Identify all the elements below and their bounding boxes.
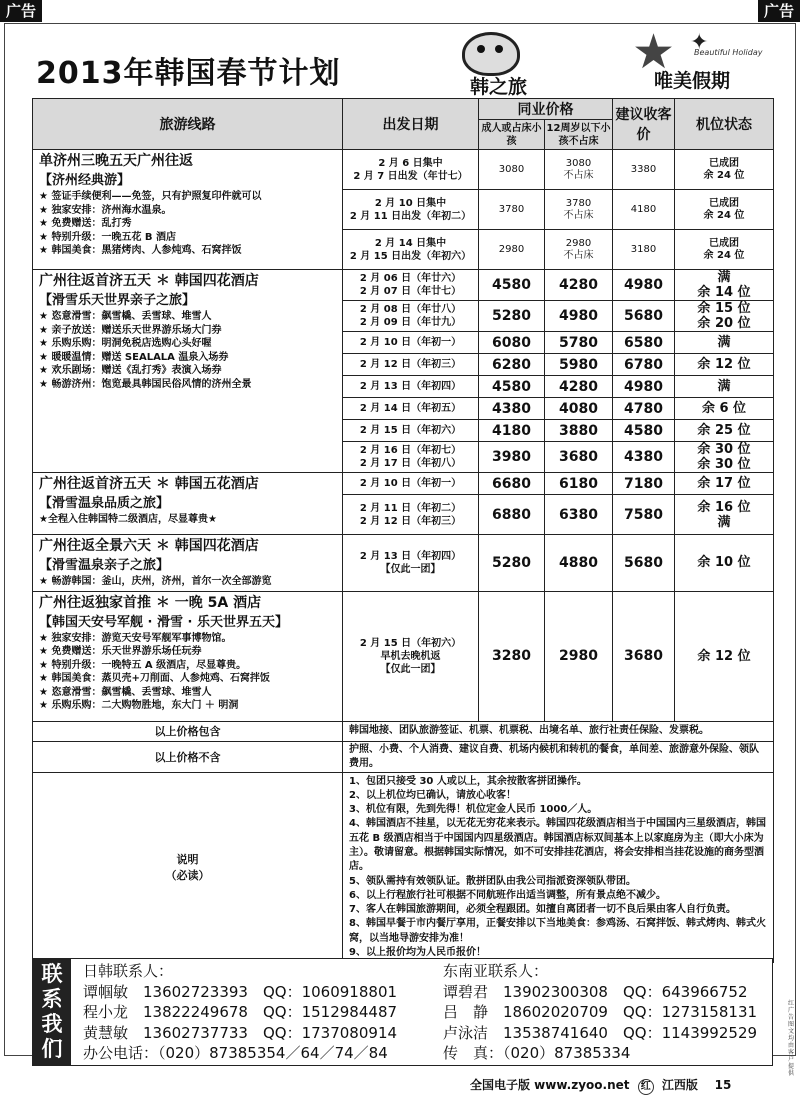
price-table: [32, 98, 774, 963]
suggest-price: 3180: [613, 230, 675, 270]
seat-status: [675, 420, 774, 442]
route-feature: ★ 亲子放送：赠送乐天世界游乐场大门券: [39, 324, 222, 336]
route-feature: ★ 独家安排：游览天安号军舰军事博物馆。: [39, 632, 232, 644]
cell-line: 满: [717, 335, 731, 350]
route-subtitle: 【滑雪温泉亲子之旅】: [39, 558, 170, 573]
route-cell: [33, 150, 343, 270]
cell-line: 余 24 位: [703, 209, 745, 221]
cell-line: 2 月 16 日（年初七）: [359, 445, 462, 456]
brand1-label: 韩之旅: [470, 76, 528, 98]
seat-status: [675, 535, 774, 592]
cell-line: 2 月 10 日集中: [374, 197, 447, 209]
header-suggest: 建议收客价: [613, 99, 675, 150]
child-price: 5980: [545, 354, 613, 376]
cell-line: 2 月 13 日（年初四）: [359, 550, 462, 562]
cell-line: 【仅此一团】: [380, 563, 441, 575]
route-feature: ★全程入住韩国特二级酒店，尽显尊贵★: [39, 514, 217, 525]
child-price: 2980: [545, 591, 613, 721]
header-seat: 机位状态: [675, 99, 774, 150]
suggest-price: 7180: [613, 473, 675, 495]
note-item: 4、韩国酒店不挂星，以无花无穷花来表示。韩国四花级酒店相当于中国国内三星级酒店，韩国五花 B 级酒店相当于中国国内四星级酒店。韩国酒店标双间基本上以家庭房为主（即大小床为主）。敬请留意。根据韩国实际情况，如不可安排挂花酒店，将会安排相当挂花设施的商务型酒店。: [349, 818, 766, 873]
cell-line: 余 12 位: [697, 357, 751, 372]
contact-line: 办公电话：（020）87385354／64／74／84: [83, 1044, 388, 1063]
child-price: [545, 230, 613, 270]
adult-price: 4180: [479, 420, 545, 442]
seat-status: [675, 150, 774, 190]
cell-line: 余 16 位: [697, 499, 751, 515]
route-title: 广州往返首济五天 ＊ 韩国五花酒店: [39, 476, 259, 492]
route-feature: ★ 韩国美食：黑猪烤肉、人参炖鸡、石窝拌饭: [39, 245, 242, 256]
date-cell: [343, 376, 479, 398]
notes-label-1: 说明: [176, 853, 199, 867]
date-cell: [343, 150, 479, 190]
excluded-label: 以上价格不含: [33, 741, 343, 772]
seat-status: [675, 376, 774, 398]
route-cell: [33, 270, 343, 473]
ad-label-right: 广告: [758, 0, 800, 22]
table-row: [33, 535, 774, 592]
cell-line: 2 月 09 日（年廿九）: [359, 317, 462, 328]
note-item: 9、以上报价均为人民币报价！: [349, 947, 486, 959]
cartoon-mascot-icon: [462, 32, 520, 76]
cell-line: 2 月 14 日集中: [374, 237, 447, 249]
table-row: [33, 150, 774, 190]
cell-line: 余 15 位: [697, 301, 751, 316]
footer-page-number: 15: [714, 1078, 732, 1092]
date-cell: [343, 591, 479, 721]
route-feature: ★ 独家安排：济州海水温泉。: [39, 204, 172, 216]
included-row: [33, 721, 774, 741]
child-price: 4080: [545, 398, 613, 420]
cell-line: 余 24 位: [703, 169, 745, 181]
route-feature: ★ 特别升级：一晚特五 A 级酒店，尽显尊贵。: [39, 659, 247, 671]
note-item: 1、包团只接受 30 人或以上，其余按散客拼团操作。: [349, 775, 587, 787]
notes-text: [343, 772, 774, 963]
side-note: 红广告图文均由客户提供: [788, 1000, 795, 1077]
note-item: 6、以上行程旅行社可根据不同航班作出适当调整，所有景点绝不减少。: [349, 889, 666, 901]
cell-line: 2 月 13 日（年初四）: [359, 381, 462, 392]
cell-line: 2 月 11 日（年初二）: [359, 502, 462, 514]
child-price: 6180: [545, 473, 613, 495]
cell-line: 早机去晚机返: [380, 650, 441, 662]
page-footer: [470, 1076, 731, 1095]
seat-status: [675, 332, 774, 354]
date-cell: [343, 420, 479, 442]
cell-line: 2 月 15 日出发（年初六）: [349, 250, 472, 262]
route-feature: ★ 韩国美食：蒸贝壳+刀削面、人参炖鸡、石窝拌饭: [39, 673, 270, 684]
route-feature: ★ 签证手续便利——免签，只有护照复印件就可以: [39, 191, 262, 202]
child-price: [545, 150, 613, 190]
date-cell: [343, 190, 479, 230]
notes-label-2: （必读）: [165, 869, 210, 883]
cell-line: 2980: [565, 237, 592, 249]
route-feature: ★ 畅游韩国：釜山，庆州，济州，首尔一次全部游览: [39, 576, 272, 587]
cell-line: 2 月 15 日（年初六）: [359, 637, 462, 649]
cell-line: 2 月 10 日（年初一）: [359, 337, 462, 348]
date-cell: [343, 473, 479, 495]
cell-line: 满: [717, 514, 731, 530]
route-cell: [33, 591, 343, 721]
date-cell: [343, 442, 479, 473]
child-price: 3880: [545, 420, 613, 442]
contact-line: 谭碧君 13902300308 QQ：643966752: [443, 982, 748, 1001]
cell-line: 2 月 06 日（年廿六）: [359, 273, 462, 284]
route-subtitle: 【滑雪温泉品质之旅】: [39, 496, 170, 511]
brand2-label: 唯美假期: [654, 70, 731, 92]
table-row: [33, 591, 774, 721]
note-item: 3、机位有限，先到先得！机位定金人民币 1000／人。: [349, 804, 598, 816]
header-adult: 成人或占床小孩: [479, 120, 545, 150]
excluded-text: 护照、小费、个人消费、建议自费、机场内候机和转机的餐食，单间差、旅游意外保险、领队费用。: [343, 741, 774, 772]
footer-site: 全国电子版 www.zyoo.net: [470, 1078, 630, 1092]
child-price: 4980: [545, 301, 613, 332]
seat-status: [675, 473, 774, 495]
cell-line: 不占床: [563, 249, 594, 261]
cell-line: 余 30 位: [697, 457, 751, 472]
cell-line: 2 月 10 日（年初一）: [359, 478, 462, 489]
seat-status: [675, 230, 774, 270]
note-item: 5、领队需持有效领队证。散拼团队由我公司指派资深领队带团。: [349, 875, 636, 887]
route-title: 广州往返首济五天 ＊ 韩国四花酒店: [39, 273, 259, 289]
adult-price: 2980: [479, 230, 545, 270]
seat-status: [675, 301, 774, 332]
cell-line: 3080: [565, 157, 592, 169]
cell-line: 2 月 07 日（年廿七）: [359, 286, 462, 297]
route-title: 广州往返全景六天 ＊ 韩国四花酒店: [39, 538, 259, 554]
date-cell: [343, 301, 479, 332]
cell-line: 已成团: [709, 197, 739, 209]
suggest-price: 5680: [613, 301, 675, 332]
suggest-price: 3380: [613, 150, 675, 190]
star-icon: ★: [632, 24, 676, 80]
cell-line: 【仅此一团】: [380, 663, 441, 675]
suggest-price: 6580: [613, 332, 675, 354]
cell-line: 2 月 7 日出发（年廿七）: [353, 170, 468, 182]
seat-status: [675, 190, 774, 230]
adult-price: 3080: [479, 150, 545, 190]
route-feature: ★ 欢乐剧场：赠送《乱打秀》表演入场券: [39, 365, 222, 376]
cell-line: 余 12 位: [697, 648, 751, 664]
cell-line: 2 月 17 日（年初八）: [359, 458, 462, 469]
adult-price: 6280: [479, 354, 545, 376]
contact-box: [32, 958, 773, 1066]
cell-line: 满: [717, 270, 731, 285]
cell-line: 2 月 08 日（年廿八）: [359, 304, 462, 315]
route-feature: ★ 乐购乐购：二大购物胜地，东大门 ＋ 明洞: [39, 700, 239, 711]
suggest-price: 4580: [613, 420, 675, 442]
cell-line: 已成团: [709, 157, 739, 169]
adult-price: 6080: [479, 332, 545, 354]
adult-price: 4380: [479, 398, 545, 420]
contact-line: 卢泳洁 13538741640 QQ：1143992529: [443, 1023, 758, 1042]
footer-edition: 江西版: [661, 1078, 698, 1092]
small-star-icon: ✦: [690, 30, 709, 55]
header-date: 出发日期: [343, 99, 479, 150]
route-feature: ★ 畅游济州：饱览最具韩国民俗风情的济州全景: [39, 378, 252, 390]
cell-line: 余 6 位: [701, 401, 747, 416]
brand2-script: Beautiful Holiday: [694, 48, 763, 57]
cell-line: 余 17 位: [697, 476, 751, 491]
route-feature: ★ 免费赠送：乐天世界游乐场任玩券: [39, 646, 202, 657]
included-label: 以上价格包含: [33, 721, 343, 741]
included-text: 韩国地接、团队旅游签证、机票、机票税、出境名单、旅行社责任保险、发票税。: [343, 721, 774, 741]
cell-line: 2 月 14 日（年初五）: [359, 403, 462, 414]
adult-price: 3280: [479, 591, 545, 721]
contact-line: 黄慧敏 13602737733 QQ：1737080914: [83, 1023, 398, 1042]
seat-status: [675, 591, 774, 721]
cell-line: 余 25 位: [697, 423, 751, 438]
brand-logo-weimei: [630, 24, 780, 92]
date-cell: [343, 398, 479, 420]
notes-label: [33, 772, 343, 963]
excluded-row: [33, 741, 774, 772]
cell-line: 2 月 15 日（年初六）: [359, 425, 462, 436]
date-cell: [343, 270, 479, 301]
cell-line: 2 月 12 日（年初三）: [359, 515, 462, 527]
route-feature: ★ 恣意滑雪：飙雪橇、丢雪球、堆雪人: [39, 311, 212, 322]
cell-line: 余 24 位: [703, 249, 745, 261]
table-row: [33, 270, 774, 301]
child-price: [545, 190, 613, 230]
header-route: 旅游线路: [33, 99, 343, 150]
suggest-price: 4380: [613, 442, 675, 473]
route-subtitle: 【滑雪乐天世界亲子之旅】: [39, 293, 196, 308]
notes-row: [33, 772, 774, 963]
seat-status: [675, 354, 774, 376]
suggest-price: 7580: [613, 495, 675, 535]
seat-status: [675, 442, 774, 473]
child-price: 6380: [545, 495, 613, 535]
adult-price: 3980: [479, 442, 545, 473]
cell-line: 余 10 位: [697, 555, 751, 571]
note-item: 7、客人在韩国旅游期间，必须全程跟团。如擅自离团者一切不良后果由客人自行负责。: [349, 904, 736, 916]
suggest-price: 5680: [613, 535, 675, 592]
table-row: [33, 473, 774, 495]
contact-line: 程小龙 13822249678 QQ：1512984487: [83, 1003, 398, 1022]
ad-label-left: 广告: [0, 0, 42, 22]
suggest-price: 4180: [613, 190, 675, 230]
header-child: 12周岁以下小孩不占床: [545, 120, 613, 150]
cell-line: 余 20 位: [697, 316, 751, 331]
cell-line: 已成团: [709, 237, 739, 249]
date-cell: [343, 332, 479, 354]
route-subtitle: 【韩国天安号军舰 · 滑雪 · 乐天世界五天】: [39, 614, 288, 630]
contact-line: 谭帼敏 13602723393 QQ：1060918801: [83, 982, 398, 1001]
brand-logo-hanzhilv: [452, 30, 562, 98]
route-feature: ★ 恣意滑雪：飙雪橇、丢雪球、堆雪人: [39, 686, 212, 698]
contact-side-label: 联 系 我 们: [33, 959, 71, 1065]
adult-price: 4580: [479, 376, 545, 398]
route-feature: ★ 免费赠送：乱打秀: [39, 218, 132, 229]
page-title: 2013年韩国春节计划: [36, 56, 341, 91]
contact-title: 日韩联系人：: [83, 962, 174, 980]
route-feature: ★ 乐购乐购：明洞免税店选购心头好喔: [39, 338, 212, 349]
cell-line: 2 月 12 日（年初三）: [359, 359, 462, 370]
contact-title: 东南亚联系人：: [443, 962, 549, 980]
child-price: 5780: [545, 332, 613, 354]
cell-line: 不占床: [563, 209, 594, 221]
route-cell: [33, 473, 343, 535]
child-price: 3680: [545, 442, 613, 473]
cell-line: 余 14 位: [697, 285, 751, 300]
adult-price: 3780: [479, 190, 545, 230]
child-price: 4280: [545, 270, 613, 301]
adult-price: 5280: [479, 535, 545, 592]
adult-price: 4580: [479, 270, 545, 301]
cell-line: 满: [717, 379, 731, 394]
child-price: 4880: [545, 535, 613, 592]
date-cell: [343, 230, 479, 270]
route-feature: ★ 特别升级：一晚五花 B 酒店: [39, 231, 177, 243]
route-feature: ★ 暖暖温情：赠送 SEALALA 温泉入场券: [39, 351, 229, 363]
note-item: 8、韩国早餐于市内餐厅享用，正餐安排以下当地美食：参鸡汤、石窝拌饭、韩式烤肉、韩式火窝，以当地导游安排为准！: [349, 918, 766, 944]
southeast-asia-contacts: [443, 961, 757, 1064]
suggest-price: 4980: [613, 270, 675, 301]
date-cell: [343, 354, 479, 376]
cell-line: 2 月 11 日出发（年初二）: [349, 210, 472, 222]
seat-status: [675, 495, 774, 535]
japan-korea-contacts: [83, 961, 397, 1064]
seat-status: [675, 398, 774, 420]
contact-line: 传 真：（020）87385334: [443, 1044, 631, 1063]
adult-price: 6680: [479, 473, 545, 495]
seat-status: [675, 270, 774, 301]
adult-price: 6880: [479, 495, 545, 535]
contact-line: 吕 静 18602020709 QQ：1273158131: [443, 1003, 758, 1022]
date-cell: [343, 535, 479, 592]
suggest-price: 3680: [613, 591, 675, 721]
date-cell: [343, 495, 479, 535]
footer-circle-icon: 红: [638, 1079, 654, 1095]
header-peer-price: 同业价格: [479, 99, 613, 120]
cell-line: 不占床: [563, 169, 594, 181]
route-cell: [33, 535, 343, 592]
route-title: 广州往返独家首推 ＊ 一晚 5A 酒店: [39, 594, 262, 611]
cell-line: 余 30 位: [697, 442, 751, 457]
cell-line: 3780: [565, 197, 592, 209]
cell-line: 2 月 6 日集中: [378, 157, 443, 169]
suggest-price: 4980: [613, 376, 675, 398]
route-subtitle: 【济州经典游】: [39, 173, 131, 188]
suggest-price: 6780: [613, 354, 675, 376]
suggest-price: 4780: [613, 398, 675, 420]
route-title: 单济州三晚五天广州往返: [39, 153, 193, 169]
child-price: 4280: [545, 376, 613, 398]
adult-price: 5280: [479, 301, 545, 332]
note-item: 2、以上机位均已确认，请放心收客！: [349, 789, 516, 801]
